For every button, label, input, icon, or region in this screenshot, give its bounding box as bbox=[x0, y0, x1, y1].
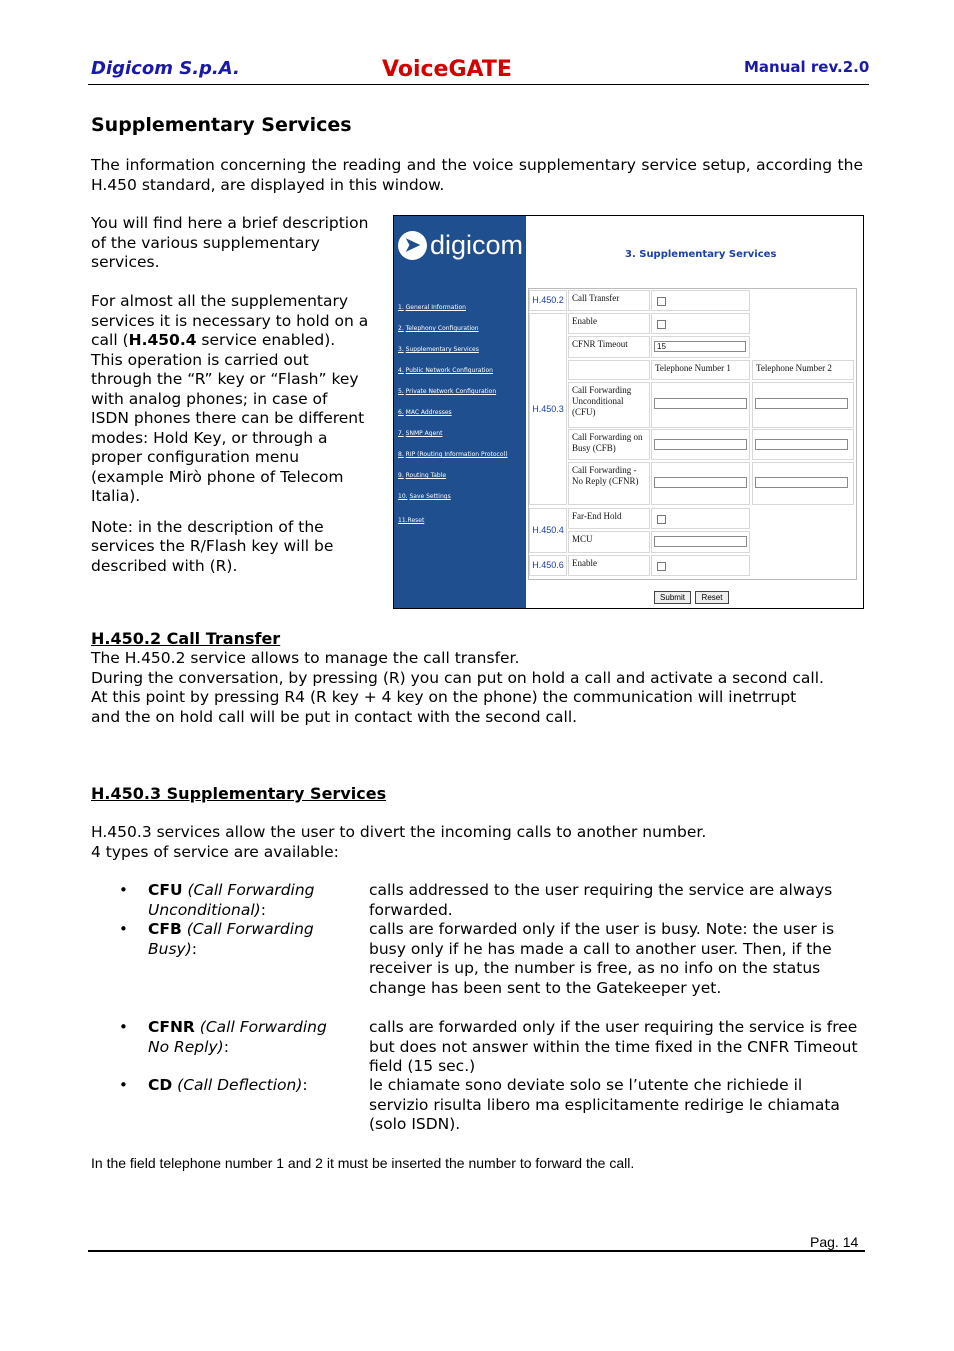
h4503-heading: H.450.3 Supplementary Services bbox=[91, 784, 387, 803]
nav-save-settings[interactable]: 10. Save Settings bbox=[398, 493, 451, 500]
reset-button[interactable]: Reset bbox=[695, 591, 729, 604]
h4502-line: During the conversation, by pressing (R) you can put on hold a call and activate a second call. bbox=[91, 668, 824, 687]
submit-button[interactable]: Submit bbox=[654, 591, 691, 604]
screenshot-title: 3. Supplementary Services bbox=[625, 249, 777, 260]
product-name: VoiceGATE bbox=[382, 57, 512, 82]
label-enable: Enable bbox=[568, 313, 650, 334]
page-number: Pag. 14 bbox=[810, 1234, 859, 1250]
logo-text: digicom bbox=[430, 230, 524, 260]
left-p2-l1: For almost all the supplementary bbox=[91, 292, 349, 310]
nav-mac-addresses[interactable]: 6. MAC Addresses bbox=[398, 409, 452, 416]
h4502-body bbox=[91, 649, 866, 727]
company-name: Digicom S.p.A. bbox=[91, 58, 240, 79]
bullet-cfb: • bbox=[119, 920, 128, 938]
h4503-intro bbox=[91, 823, 866, 862]
label-far-end-hold: Far-End Hold bbox=[568, 508, 650, 529]
note-text: In the field telephone number 1 and 2 it must be inserted the number to forward the call. bbox=[91, 1155, 635, 1171]
h4503-line: H.450.3 services allow the user to divert the incoming calls to another number. bbox=[91, 823, 707, 841]
code-h4503: H.450.3 bbox=[529, 313, 567, 505]
label-call-transfer: Call Transfer bbox=[568, 290, 650, 311]
left-p2-line: This operation is carried out bbox=[91, 350, 309, 369]
left-p2-line: proper configuration menu bbox=[91, 448, 300, 466]
digicom-logo bbox=[398, 230, 523, 261]
code-h4504: H.450.4 bbox=[529, 508, 567, 553]
left-p2-line: ISDN phones there can be different bbox=[91, 409, 365, 427]
nav-rip[interactable]: 8. RIP (Routing Information Protocol) bbox=[398, 451, 508, 458]
bullet-cfnr: • bbox=[119, 1018, 128, 1036]
left-p3-line: described with (R). bbox=[91, 556, 238, 575]
left-p3-line: services the R/Flash key will be bbox=[91, 537, 334, 555]
nav-routing-table[interactable]: 9. Routing Table bbox=[398, 472, 447, 479]
header-rule bbox=[88, 84, 869, 85]
manual-revision: Manual rev.2.0 bbox=[744, 58, 870, 76]
nav-reset[interactable]: 11.Reset bbox=[398, 517, 425, 524]
left-p2-line: Italia). bbox=[91, 487, 141, 505]
left-column bbox=[91, 214, 387, 576]
nav-general-information[interactable]: 1. General Information bbox=[398, 304, 466, 311]
header-tel1: Telephone Number 1 bbox=[651, 360, 750, 380]
nav-supplementary-services[interactable]: 3. Supplementary Services bbox=[398, 346, 479, 353]
header-tel2: Telephone Number 2 bbox=[752, 360, 854, 380]
term-cfnr: CFNR (Call Forwarding No Reply): bbox=[148, 1018, 327, 1056]
left-p1-l1: You will find here a brief description bbox=[91, 214, 369, 232]
label-mcu: MCU bbox=[568, 531, 650, 553]
cfnr-timeout-input[interactable]: 15 bbox=[654, 341, 746, 352]
term-cfb: CFB (Call Forwarding Busy): bbox=[148, 920, 314, 958]
left-p2-line: with analog phones; in case of bbox=[91, 389, 328, 408]
bullet-cfu: • bbox=[119, 881, 128, 899]
label-enable-h4506: Enable bbox=[568, 555, 650, 576]
left-p2-line: (example Mirò phone of Telecom bbox=[91, 467, 344, 486]
footer-rule bbox=[88, 1250, 865, 1252]
label-cfnr: Call Forwarding - No Reply (CFNR) bbox=[568, 462, 650, 505]
nav-snmp-agent[interactable]: 7. SNMP Agent bbox=[398, 430, 443, 437]
label-cfnr-timeout: CFNR Timeout bbox=[568, 336, 650, 358]
code-h4506: H.450.6 bbox=[529, 555, 567, 576]
desc-cfb: calls are forwarded only if the user is busy. Note: the user is busy only if he has made a call to another user. Then, if the receiver is up, the number is free, as no info on the status change has been sent to the Gatekeeper yet. bbox=[369, 920, 835, 997]
digicom-logo-icon: ➤ bbox=[398, 231, 427, 260]
left-p2-l3: call (H.450.4 service enabled). bbox=[91, 331, 336, 349]
label-cfu: Call Forwarding Unconditional (CFU) bbox=[568, 382, 650, 428]
code-h4502: H.450.2 bbox=[529, 290, 567, 311]
supplementary-services-screenshot bbox=[393, 215, 864, 609]
section-title: Supplementary Services bbox=[91, 114, 352, 136]
h4502-line: At this point by pressing R4 (R key + 4 key on the phone) the communication will inetrrupt bbox=[91, 688, 797, 706]
bullet-cd: • bbox=[119, 1076, 128, 1094]
desc-cfnr: calls are forwarded only if the user requiring the service is free but does not answer within the time fixed in the CNFR Timeout field (15 sec.) bbox=[369, 1018, 858, 1075]
left-p2-line: modes: Hold Key, or through a bbox=[91, 428, 328, 447]
term-cfu: CFU (Call Forwarding Unconditional): bbox=[148, 881, 315, 919]
left-p2-l2: services it is necessary to hold on a bbox=[91, 311, 369, 330]
desc-cd: le chiamate sono deviate solo se l’utente che richiede il servizio risulta libero ma esplicitamente redirige le chiamata (solo ISDN). bbox=[369, 1076, 840, 1133]
h4502-line: and the on hold call will be put in contact with the second call. bbox=[91, 707, 578, 726]
term-cd: CD (Call Deflection): bbox=[148, 1076, 308, 1094]
h4502-heading: H.450.2 Call Transfer bbox=[91, 629, 281, 648]
left-p3-line: Note: in the description of the bbox=[91, 517, 324, 536]
desc-cfu: calls addressed to the user requiring the service are always forwarded. bbox=[369, 881, 833, 919]
screenshot-panel-border bbox=[528, 288, 857, 580]
left-p1-l2: of the various supplementary bbox=[91, 233, 320, 252]
label-cfb: Call Forwarding on Busy (CFB) bbox=[568, 429, 650, 460]
nav-private-network[interactable]: 5. Private Network Configuration bbox=[398, 388, 497, 395]
nav-telephony-configuration[interactable]: 2. Telephony Configuration bbox=[398, 325, 479, 332]
h4502-line: The H.450.2 service allows to manage the call transfer. bbox=[91, 649, 520, 667]
left-p1-l3: services. bbox=[91, 253, 160, 271]
left-p2-line: through the “R” key or “Flash” key bbox=[91, 370, 359, 388]
nav-public-network[interactable]: 4. Public Network Configuration bbox=[398, 367, 493, 374]
intro-paragraph: The information concerning the reading and the voice supplementary service setup, according the H.450 standard, are displayed in this window. bbox=[91, 156, 863, 194]
h4503-line: 4 types of service are available: bbox=[91, 842, 339, 861]
screenshot-sidebar bbox=[394, 216, 526, 608]
